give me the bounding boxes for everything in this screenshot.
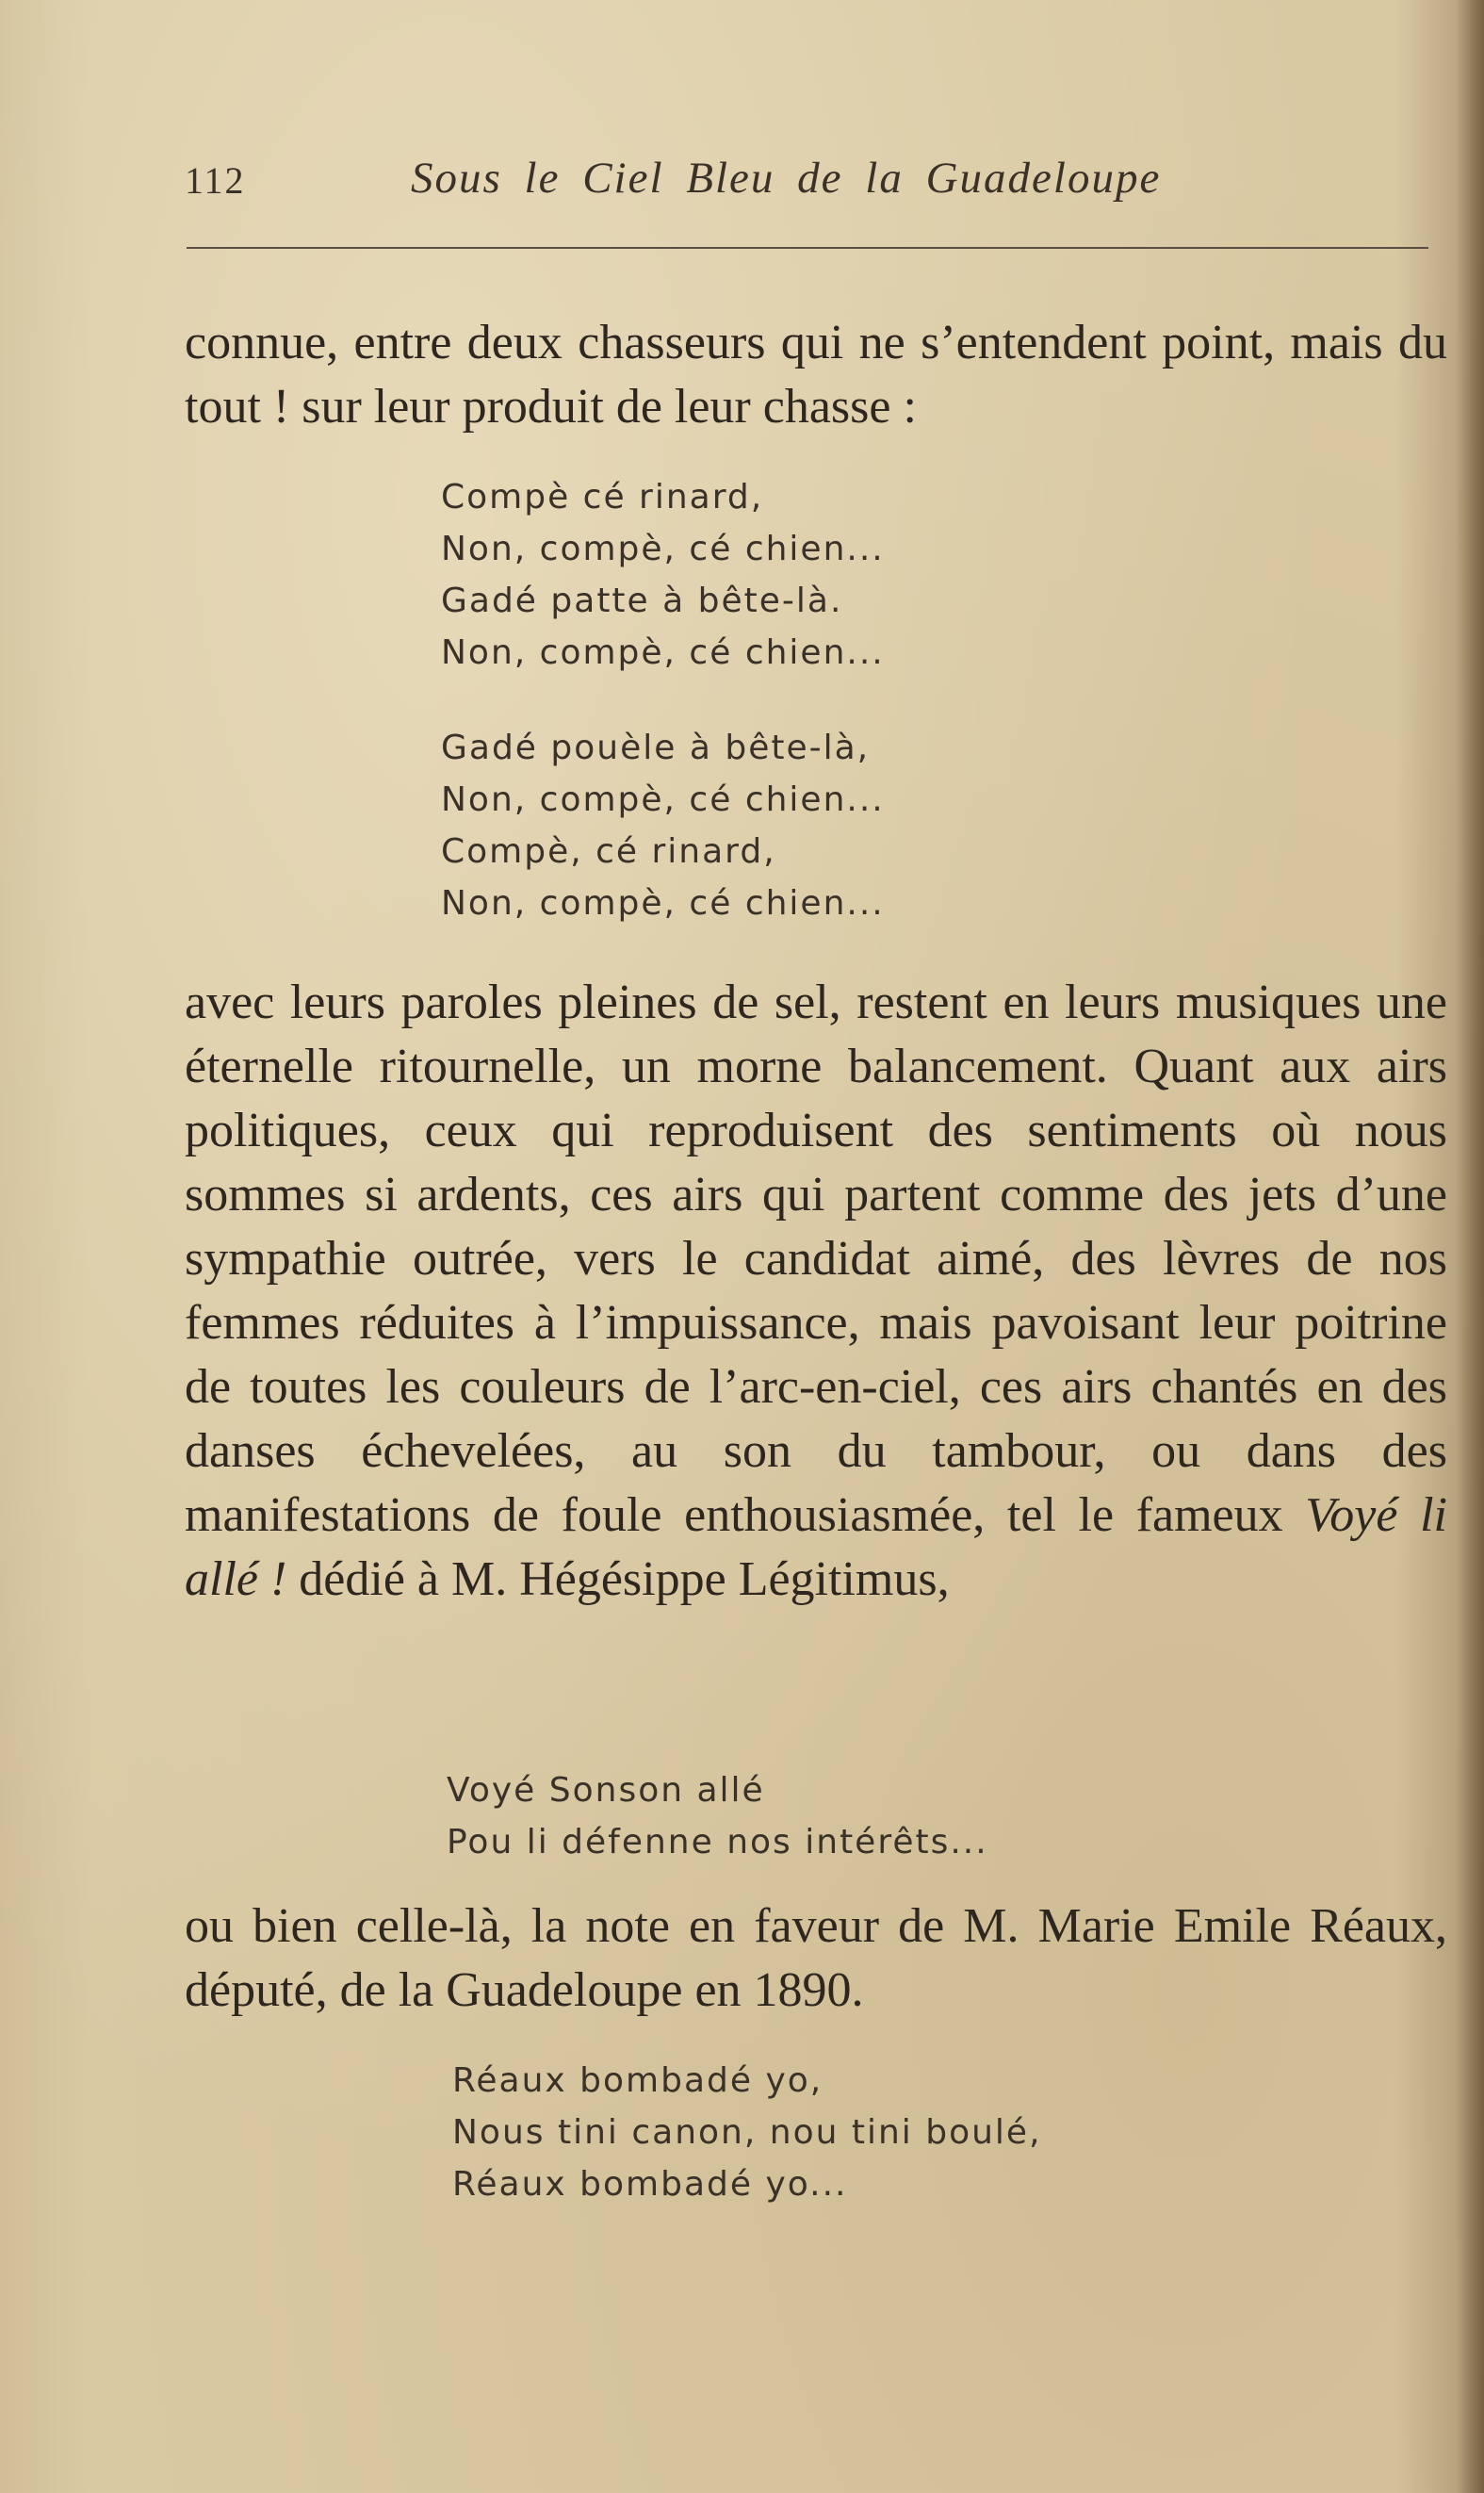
header-rule	[187, 247, 1428, 249]
paragraph-2	[185, 971, 1447, 1612]
verse-line: Compè cé rinard,	[441, 478, 764, 517]
running-title: Sous le Ciel Bleu de la Guadeloupe	[411, 154, 1162, 203]
verse-line: Nous tini canon, nou tini boulé,	[452, 2113, 1042, 2152]
page-number: 112	[185, 159, 246, 202]
verse-stanza-4	[452, 2055, 1042, 2210]
verse-line: Non, compè, cé chien...	[441, 780, 885, 819]
paragraph-1: connue, entre deux chasseurs qui ne s’entendent point, mais du tout ! sur leur produit de leur chasse :	[185, 316, 1447, 434]
verse-line: Voyé Sonson allé	[447, 1771, 765, 1810]
verse-line: Compè, cé rinard,	[441, 832, 776, 871]
verse-line: Pou li défenne nos intérêts...	[447, 1823, 988, 1862]
verse-line: Non, compè, cé chien...	[441, 884, 885, 923]
song-title-italic: Voyé li allé !	[185, 1488, 1447, 1606]
verse-stanza-3	[447, 1764, 988, 1868]
verse-line: Non, compè, cé chien...	[441, 530, 885, 568]
verse-line: Gadé pouèle à bête-là,	[441, 729, 871, 767]
verse-line: Réaux bombadé yo,	[452, 2061, 824, 2100]
paragraph-3: ou bien celle-là, la note en faveur de M. Marie Emile Réaux, député, de la Guadeloupe en 1890.	[185, 1899, 1447, 2017]
running-header	[185, 151, 1438, 217]
paragraph-2-ending: dédié à M. Hégésippe Légitimus,	[299, 1552, 950, 1606]
verse-stanza-1	[441, 471, 885, 679]
paragraph-2-text: avec leurs paroles pleines de sel, restent en leurs musiques une éternelle ritournelle, un morne balancement. Quant aux airs politiques, ceux qui reproduisent des sentiments où nous sommes si ardents, ces airs qui partent comme des jets d’une sympathie outrée, vers le candidat aimé, des lèvres de nos femmes réduites à l’impuissance, mais pavoisant leur poitrine de toutes les couleurs de l’arc-en-ciel, ces airs chantés en des danses échevelées, au son du tambour, ou dans des manifestations de foule enthousiasmée, tel le fameux	[185, 976, 1447, 1542]
verse-stanza-2	[441, 722, 885, 929]
page-edge-shadow	[1456, 0, 1484, 2493]
verse-line: Non, compè, cé chien...	[441, 633, 885, 672]
verse-line: Réaux bombadé yo...	[452, 2165, 848, 2204]
verse-line: Gadé patte à bête-là.	[441, 582, 843, 620]
